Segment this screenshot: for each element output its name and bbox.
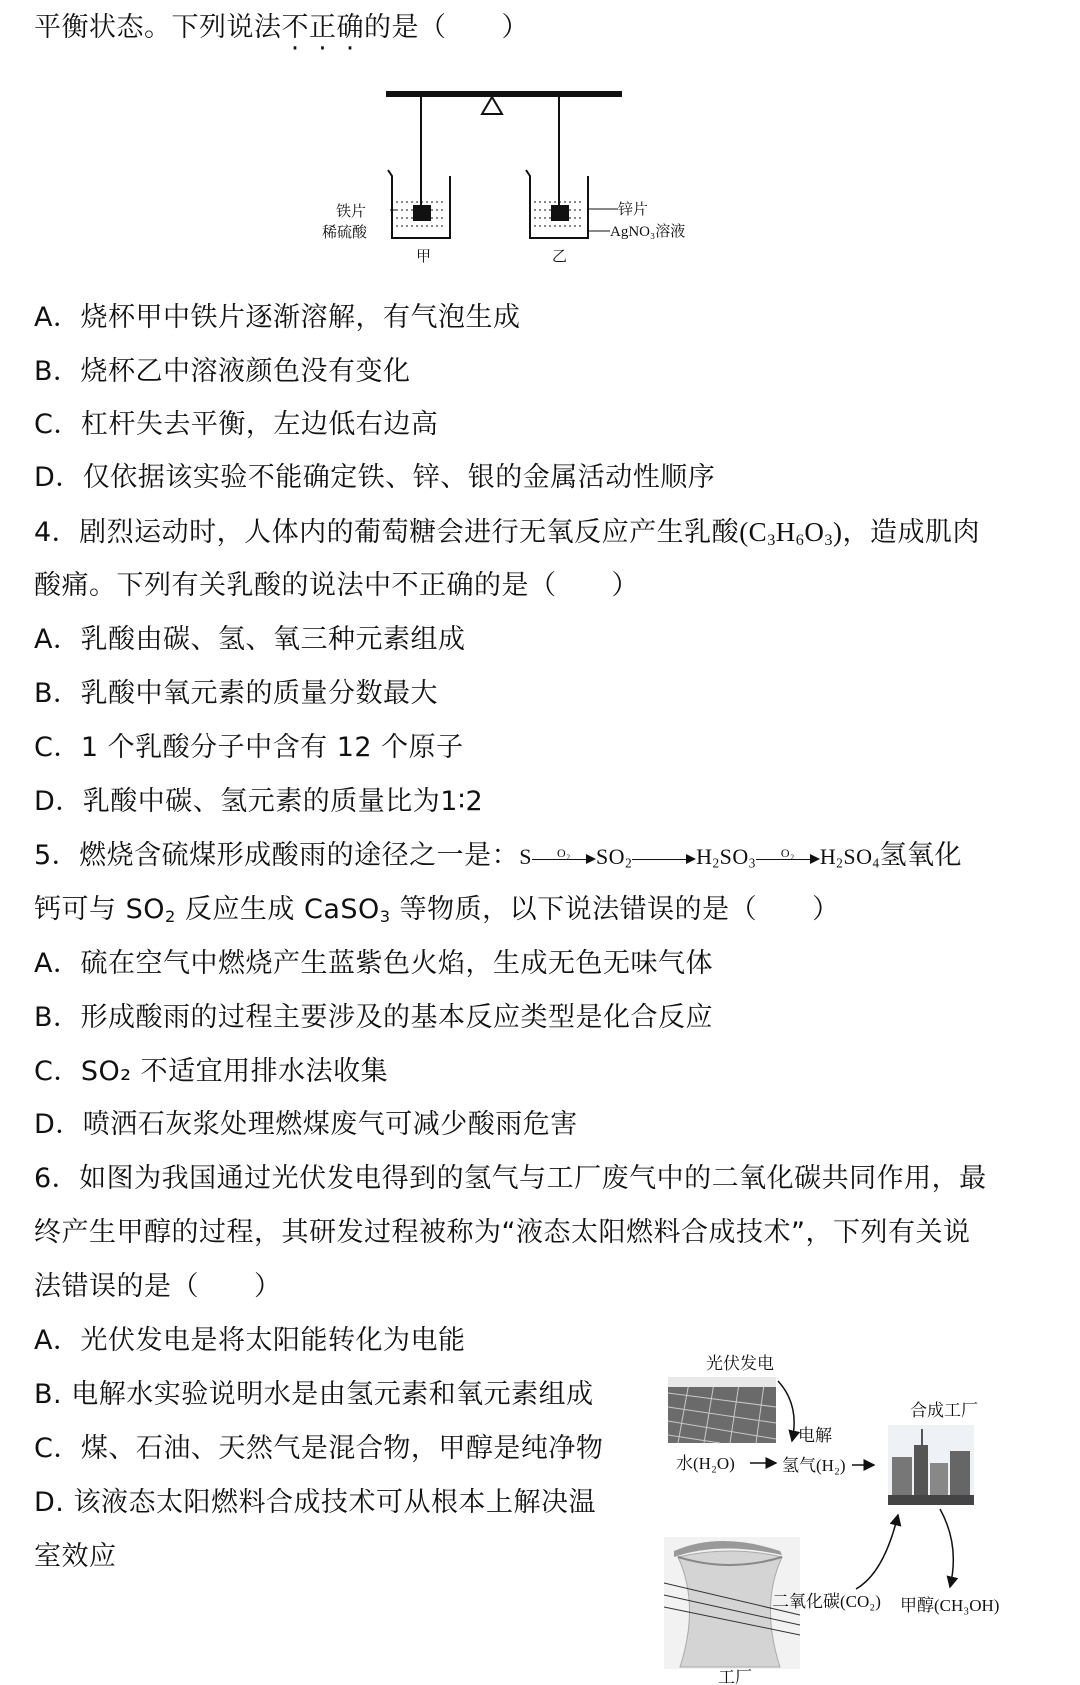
solar-power-label: 光伏发电 [706,1354,774,1373]
q4-stem-line1: 4．剧烈运动时，人体内的葡萄糖会进行无氧反应产生乳酸$(C_3H_6O_3)$，造成肌肉 [34,517,980,550]
silver-nitrate-label: AgNO₃溶液 [610,224,686,240]
emphasis-char: 正 [309,12,337,43]
acid-label: 稀硫酸 [322,225,368,241]
q5-stem-line1: 5．燃烧含硫煤形成酸雨的途径之一是：S O₂ $SO_2$ $H_2SO_3$ O₂ $H_2SO_4$氢氧化 [34,840,963,871]
q6-option-d: D. 该液态太阳燃料合成技术可从根本上解决温 [34,1487,596,1518]
solar-fuel-diagram [660,1345,1072,1683]
hydrogen-label: 氢气(H₂) [782,1456,846,1475]
q5-option-a: A．硫在空气中燃烧产生蓝紫色火焰，生成无色无味气体 [34,948,713,979]
zinc-label: 锌片 [618,202,649,218]
q3-option-b: B．烧杯乙中溶液颜色没有变化 [34,356,411,387]
beaker-a-label: 甲 [416,249,432,265]
beaker-b-label: 乙 [552,249,568,265]
factory-label: 工厂 [718,1668,752,1685]
q6-option-a: A．光伏发电是将太阳能转化为电能 [34,1325,466,1356]
synthesis-plant-label: 合成工厂 [910,1401,978,1420]
q4-option-b: B．乳酸中氧元素的质量分数最大 [34,678,439,709]
q5-stem-line2: 钙可与 $SO_2$ 反应生成 CaSO$_3$ 等物质，以下说法错误的是（ ） [34,894,840,927]
water-label: 水(H₂O) [676,1454,735,1473]
q6-option-c: C．煤、石油、天然气是混合物，甲醇是纯净物 [34,1433,604,1464]
q6-stem-line2: 终产生甲醇的过程，其研发过程被称为“液态太阳燃料合成技术”，下列有关说 [34,1217,971,1248]
q5-option-c: C．SO₂ 不适宜用排水法收集 [34,1056,389,1087]
iron-plate [413,205,431,221]
q6-option-d-cont: 室效应 [34,1541,117,1572]
methanol-label: 甲醇(CH₃OH) [900,1596,1000,1615]
solar-panel-image [668,1377,776,1443]
lactic-acid-formula: $(C_3H_6O_3)$ [739,517,843,550]
co2-label: 二氧化碳(CO₂) [772,1592,881,1611]
q5-option-b: B．形成酸雨的过程主要涉及的基本反应类型是化合反应 [34,1002,714,1033]
lever-beaker-diagram [322,88,750,288]
q6-stem-line1: 6．如图为我国通过光伏发电得到的氢气与工厂废气中的二氧化碳共同作用，最 [34,1163,987,1194]
q3-option-d: D．仅依据该实验不能确定铁、锌、银的金属活动性顺序 [34,462,716,493]
q6-stem-line3: 法错误的是（ ） [34,1271,282,1302]
q6-option-b: B. 电解水实验说明水是由氢元素和氧元素组成 [34,1379,594,1410]
q3-option-c: C．杠杆失去平衡，左边低右边高 [34,409,439,440]
iron-label: 铁片 [336,204,367,220]
q4-stem-line2: 酸痛。下列有关乳酸的说法中不正确的是（ ） [34,570,639,601]
acid-rain-pathway: S O₂ $SO_2$ $H_2SO_3$ O₂ $H_2SO_4$ [519,844,880,871]
q4-option-a: A．乳酸由碳、氢、氧三种元素组成 [34,624,466,655]
synthesis-plant-image [888,1425,974,1505]
emphasis-char: 不 [281,12,309,43]
electrolysis-label: 电解 [798,1426,832,1445]
q4-option-c: C．1 个乳酸分子中含有 12 个原子 [34,732,464,763]
q3-option-a: A．烧杯甲中铁片逐渐溶解，有气泡生成 [34,302,521,333]
q4-option-d: D．乳酸中碳、氢元素的质量比为1∶2 [34,786,484,817]
zinc-plate [551,205,569,221]
q3-stem: 平衡状态。下列说法不正确的是（ ） [34,10,529,46]
q5-option-d: D．喷洒石灰浆处理燃煤废气可减少酸雨危害 [34,1109,578,1140]
emphasis-char: 确 [336,12,364,43]
